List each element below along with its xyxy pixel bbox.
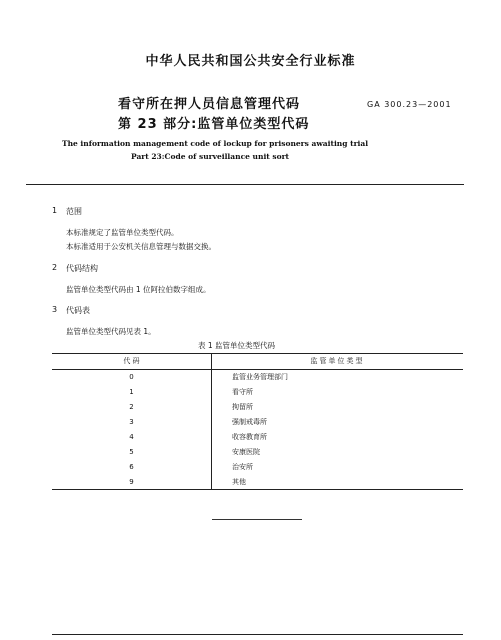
code-table	[52, 353, 463, 490]
table-header-row	[52, 354, 463, 370]
type-cell: 拘留所	[232, 403, 253, 412]
section-number: 1	[52, 206, 58, 215]
table-row	[52, 429, 463, 444]
table-row	[52, 415, 463, 430]
end-mark	[212, 519, 302, 520]
english-title-line-1: The information management code of lockup for prisoners awaiting trial	[62, 139, 369, 148]
table-row	[52, 459, 463, 474]
table-row	[52, 474, 463, 489]
code-cell: 6	[52, 459, 212, 474]
section-number: 2	[52, 263, 58, 272]
code-cell: 2	[52, 400, 212, 415]
paragraph: 监管单位类型代码见表 1。	[66, 327, 156, 336]
header-rule	[26, 184, 464, 185]
type-cell: 安康医院	[232, 447, 260, 456]
type-cell: 治安所	[232, 462, 253, 471]
table-caption: 表 1 监管单位类型代码	[198, 341, 276, 350]
column-header-type: 监管单位类型	[212, 354, 464, 370]
table-row	[52, 369, 463, 384]
paragraph: 本标准规定了监管单位类型代码。	[66, 228, 179, 237]
table-row	[52, 444, 463, 459]
paragraph: 监管单位类型代码由 1 位阿拉伯数字组成。	[66, 285, 211, 294]
column-header-code: 代 码	[52, 354, 212, 370]
type-cell: 收容教育所	[232, 432, 267, 441]
paragraph: 本标准适用于公安机关信息管理与数据交换。	[66, 242, 216, 251]
footer-rule	[52, 634, 463, 635]
type-cell: 看守所	[232, 388, 253, 397]
table-row	[52, 400, 463, 415]
section-heading: 代码结构	[66, 264, 98, 273]
section-heading: 范围	[66, 207, 82, 216]
code-cell: 1	[52, 385, 212, 400]
type-cell: 其他	[212, 474, 464, 489]
standard-code: GA 300.23—2001	[367, 100, 452, 109]
section-heading: 代码表	[66, 306, 90, 315]
code-cell: 0	[52, 369, 212, 384]
type-cell: 监管业务管理部门	[232, 373, 288, 382]
english-title-line-2: Part 23:Code of surveillance unit sort	[131, 152, 290, 161]
type-cell: 强制戒毒所	[232, 418, 267, 426]
code-cell: 3	[52, 415, 212, 430]
title-line-1: 看守所在押人员信息管理代码	[118, 97, 301, 112]
code-cell: 5	[52, 444, 212, 459]
standard-org: 中华人民共和国公共安全行业标准	[145, 54, 356, 69]
code-cell: 4	[52, 429, 212, 444]
code-cell: 9	[52, 474, 212, 489]
section-number: 3	[52, 305, 58, 314]
title-line-2: 第 23 部分:监管单位类型代码	[118, 117, 310, 132]
table-row	[52, 385, 463, 400]
